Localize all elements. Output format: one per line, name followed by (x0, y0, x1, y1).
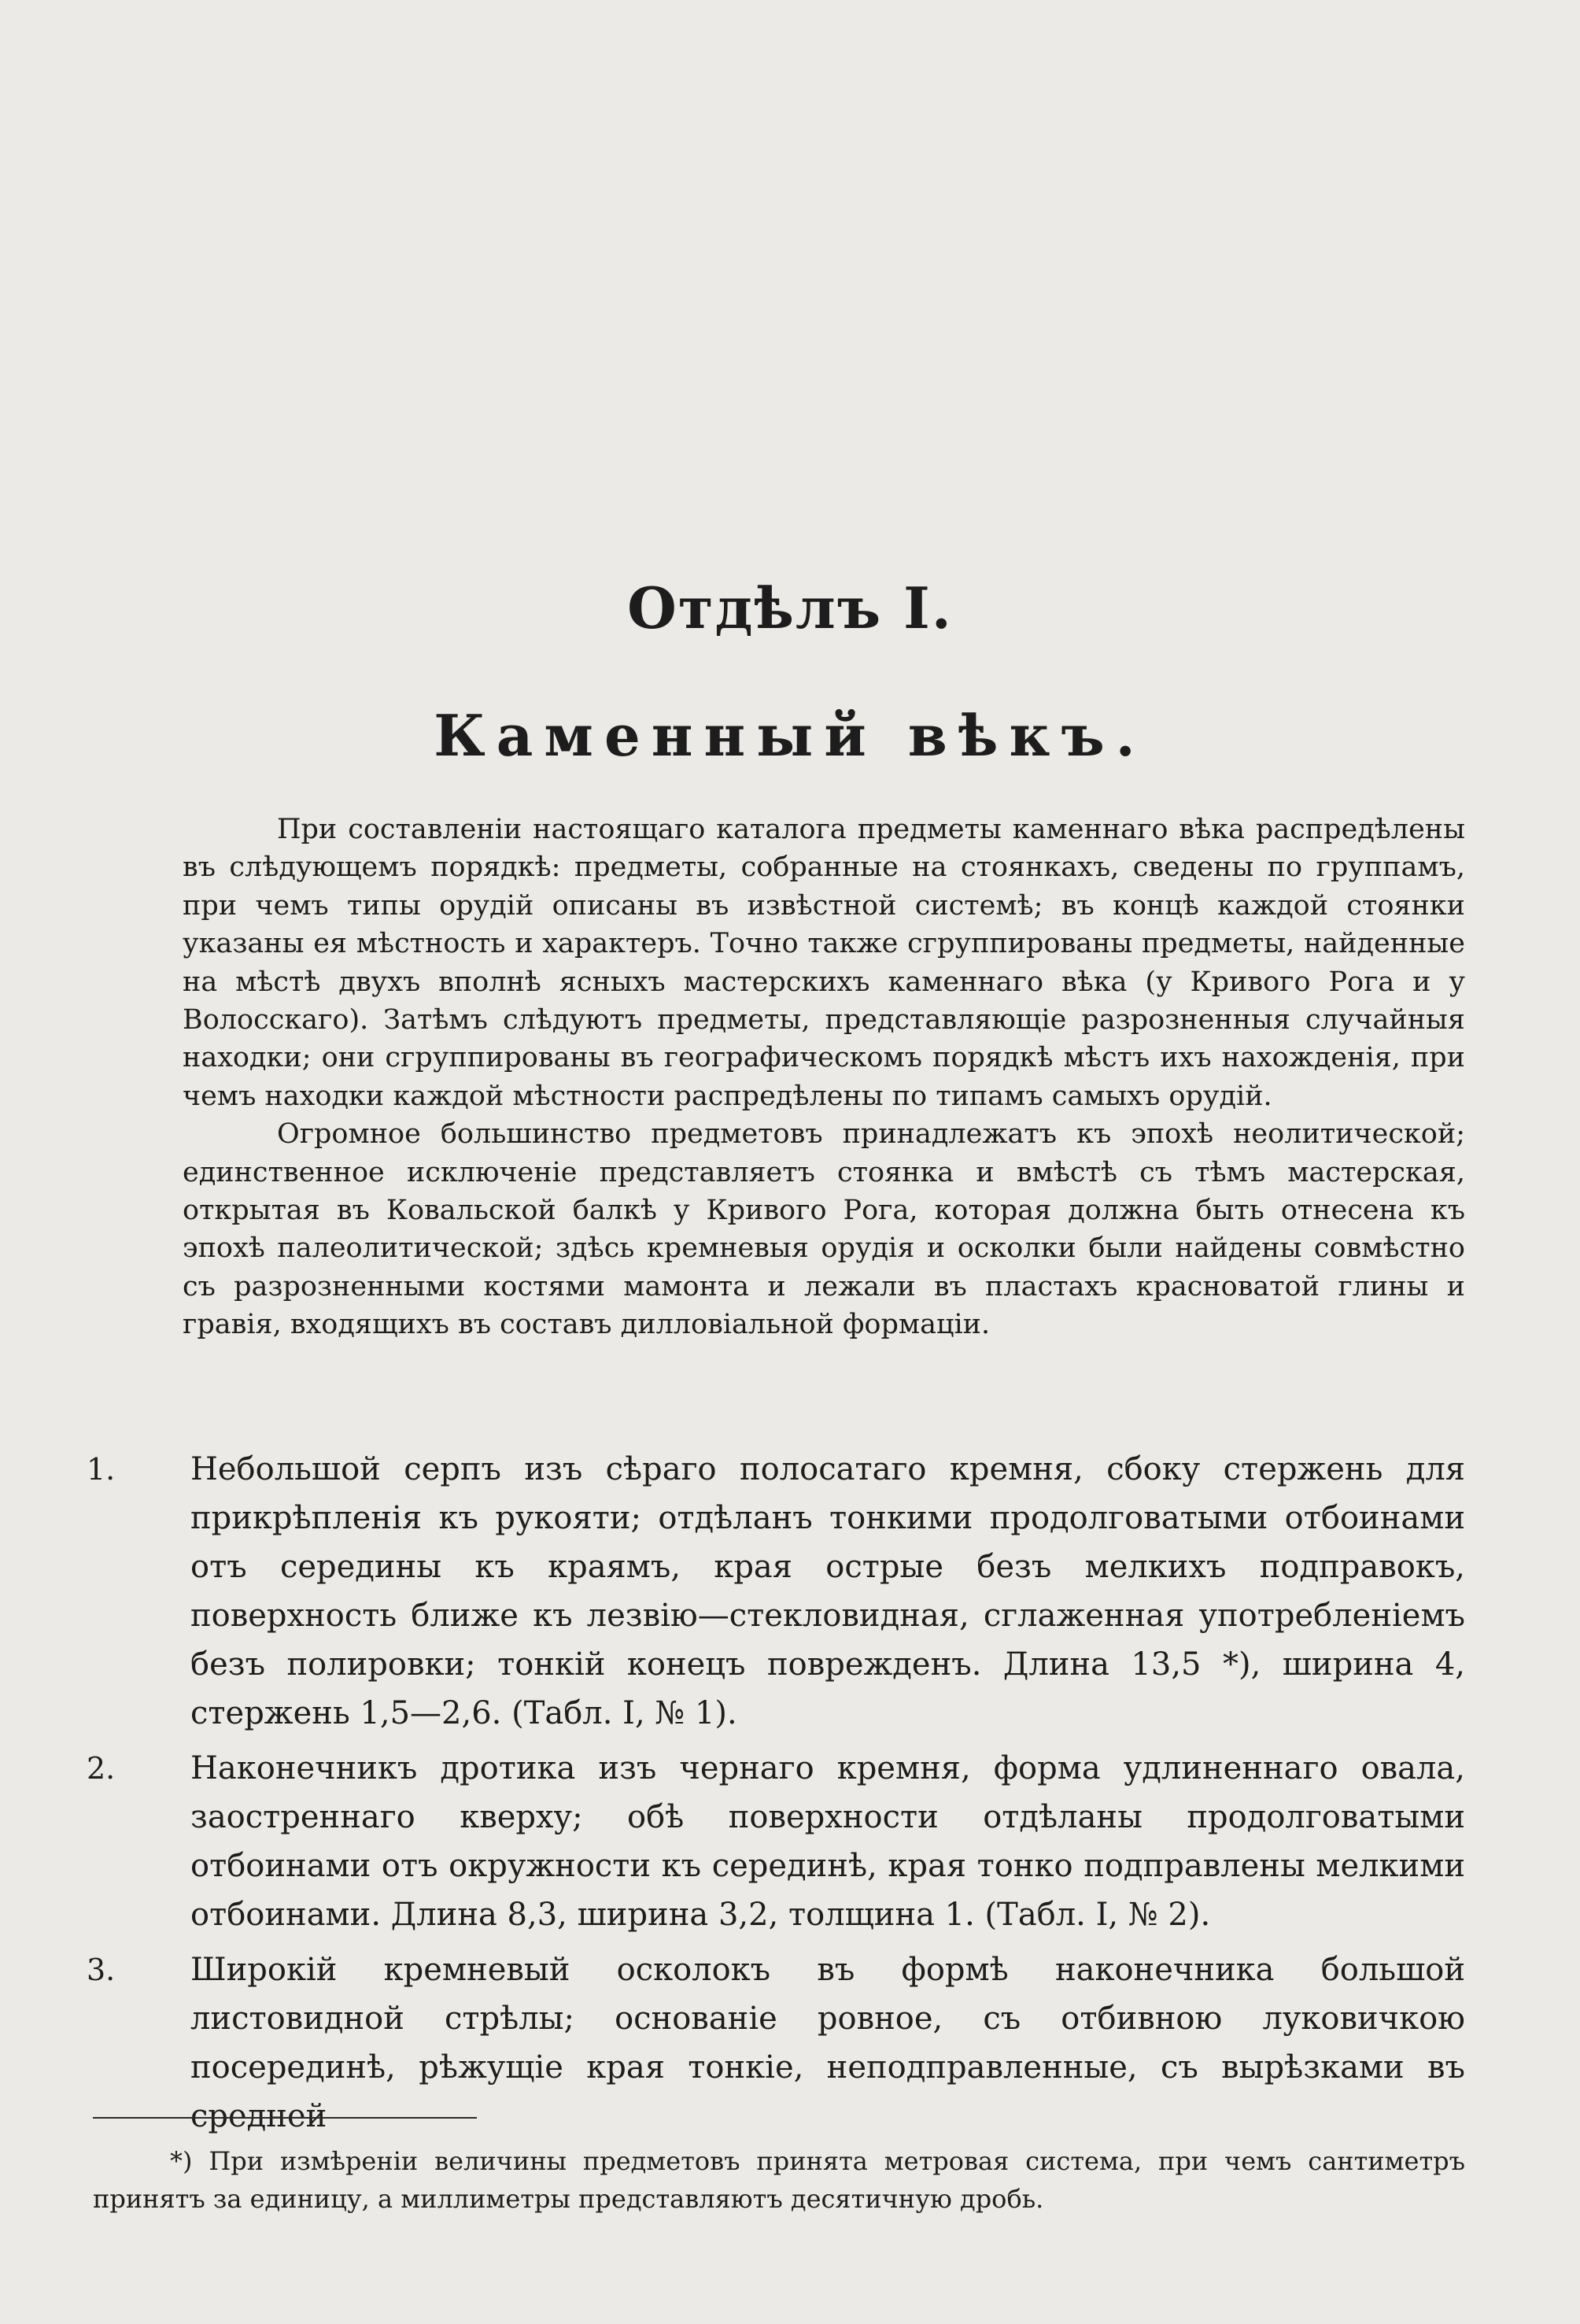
footnote: *) При измѣреніи величины предметовъ принята метровая система, при чемъ сантиметръ принятъ за единицу, а миллиметры представляютъ десятичную дробь. (93, 2146, 1465, 2214)
item-number: 2. (87, 1751, 116, 1786)
item-description: Небольшой серпъ изъ сѣраго полосатаго кремня, сбоку стержень для прикрѣпленія къ рукояти; отдѣланъ тонкими продолговатыми отбоинами отъ середины къ краямъ, края острые безъ мелкихъ подправокъ, поверхность ближе къ лезвію—стекловидная, сглаженная употребленіемъ безъ полировки; тонкій конецъ поврежденъ. Длина 13,5 *), ширина 4, стержень 1,5—2,6. (Табл. I, № 1). (190, 1451, 1465, 1731)
footnote-divider (93, 2117, 477, 2119)
catalog-item (87, 1445, 1465, 1738)
intro-paragraph: При составленіи настоящаго каталога предметы каменнаго вѣка распредѣлены въ слѣдующемъ порядкѣ: предметы, собранные на стоянкахъ, сведены по группамъ, при чемъ типы орудій описаны въ извѣстной системѣ; въ концѣ каждой стоянки указаны ея мѣстность и характеръ. Точно также сгруппированы предметы, найденные на мѣстѣ двухъ вполнѣ ясныхъ мастерскихъ каменнаго вѣка (у Кривого Рога и у Волосскаго). Затѣмъ слѣдуютъ предметы, представляющіе разрозненныя случайныя находки; они сгруппированы въ географическомъ порядкѣ мѣстъ ихъ нахожденія, при чемъ находки каждой мѣстности распредѣлены по типамъ самыхъ орудій. (183, 814, 1465, 1112)
catalog-item (87, 1744, 1465, 1939)
intro-paragraph: Огромное большинство предметовъ принадлежатъ къ эпохѣ неолитической; единственное исключеніе представляетъ стоянка и вмѣстѣ съ тѣмъ мастерская, открытая въ Ковальской балкѣ у Кривого Рога, которая должна быть отнесена къ эпохѣ палеолитической; здѣсь кремневыя орудія и осколки были найдены совмѣстно съ разрозненными костями мамонта и лежали въ пластахъ красноватой глины и гравія, входящихъ въ составъ дилловіальной формаціи. (183, 1118, 1465, 1341)
item-description: Широкій кремневый осколокъ въ формѣ наконечника большой листовидной стрѣлы; основаніе ровное, съ отбивною луковичкою посерединѣ, рѣжущіе края тонкіе, неподправленные, съ вырѣзками въ средней (190, 1952, 1465, 2134)
chapter-title: Каменный вѣкъ. (434, 702, 1146, 769)
item-number: 3. (87, 1953, 116, 1987)
item-description: Наконечникъ дротика изъ чернаго кремня, форма удлиненнаго овала, заостреннаго кверху; обѣ поверхности отдѣланы продолговатыми отбоинами отъ окружности къ серединѣ, края тонко подправлены мелкими отбоинами. Длина 8,3, ширина 3,2, толщина 1. (Табл. I, № 2). (190, 1750, 1465, 1933)
intro-text (183, 811, 1465, 1344)
catalog-item (87, 1945, 1465, 2141)
section-title: Отдѣлъ I. (627, 575, 953, 641)
catalog-items (87, 1445, 1465, 2147)
item-number: 1. (87, 1452, 116, 1487)
